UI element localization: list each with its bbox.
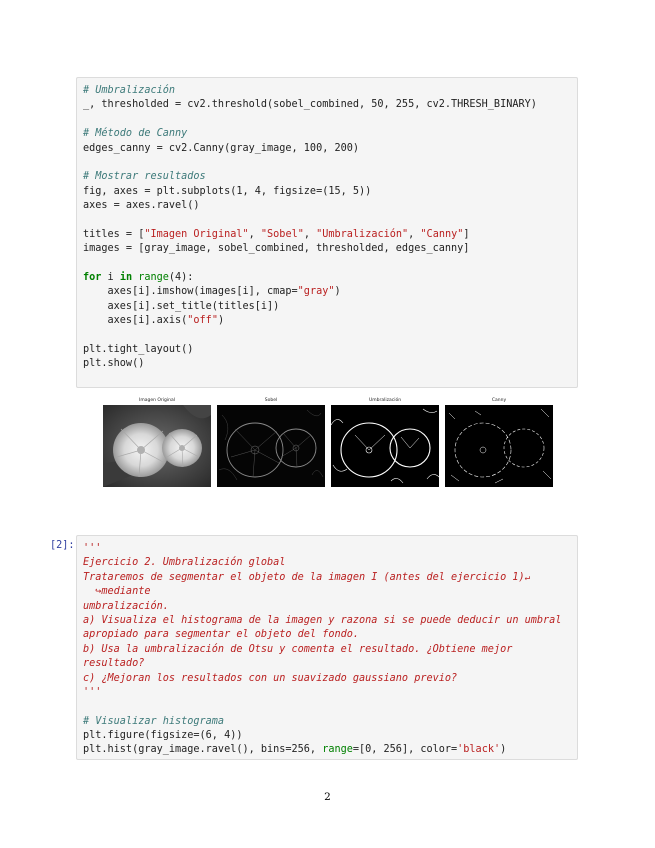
code-token: i <box>101 272 120 284</box>
code-token: umbralización. <box>83 600 169 612</box>
code-token: for <box>83 272 102 284</box>
code-token: # Umbralización <box>83 85 176 96</box>
code-token: "Umbralización" <box>316 228 409 240</box>
panel-sobel <box>217 396 325 490</box>
code-token: ''' <box>83 543 102 554</box>
code-token: titles = [ <box>83 228 145 240</box>
code-line <box>83 228 571 242</box>
code-line <box>83 542 571 556</box>
code-token: apropiado para segmentar el objeto del fondo. <box>83 629 360 641</box>
code-line <box>83 600 571 614</box>
panel-title-original: Imagen Original <box>139 398 175 403</box>
code-token: (4): <box>168 272 194 284</box>
code-line <box>83 185 571 199</box>
original-image <box>103 405 211 487</box>
code-token: ) <box>500 744 507 756</box>
code-token: plt.hist(gray_image.ravel(), bins=256, <box>83 744 323 756</box>
code-line <box>83 98 571 112</box>
code-token: "Imagen Original" <box>144 228 249 240</box>
code-cell-1-source[interactable] <box>77 78 577 378</box>
canny-image <box>445 405 553 487</box>
code-token: "Canny" <box>420 228 464 240</box>
code-token: "off" <box>187 315 218 327</box>
threshold-image <box>331 405 439 487</box>
code-token: in <box>119 272 133 284</box>
code-token: ↪mediante <box>83 586 151 598</box>
output-figure <box>103 396 553 490</box>
panel-title-sobel: Sobel <box>264 398 278 403</box>
code-line <box>83 257 571 271</box>
code-line <box>83 127 571 141</box>
code-cell-2-source[interactable] <box>77 536 577 764</box>
code-token: ) <box>217 315 225 327</box>
code-line <box>83 343 571 357</box>
code-token: axes[i].axis( <box>83 315 188 327</box>
code-line <box>83 585 571 599</box>
code-line <box>83 113 571 127</box>
code-line <box>83 314 571 328</box>
cell-prompt: [2]: <box>50 540 75 551</box>
code-line <box>83 170 571 184</box>
sobel-image <box>217 405 325 487</box>
panel-canny <box>445 396 553 490</box>
code-line <box>83 729 571 743</box>
code-token: # Método de Canny <box>83 128 188 140</box>
code-token: a) Visualiza el histograma de la imagen y razona si se puede deducir un umbral <box>83 614 562 626</box>
code-token: plt.figure(figsize=(6, 4)) <box>83 730 243 742</box>
code-token: plt.show() <box>83 358 145 370</box>
code-token: fig, axes = plt.subplots(1, 4, figsize=(15, 5)) <box>83 185 372 197</box>
code-token: plt.tight_layout() <box>83 344 194 356</box>
page-number: 2 <box>324 791 331 803</box>
code-token: # Mostrar resultados <box>83 171 206 183</box>
panel-original <box>103 396 211 490</box>
code-token: , <box>248 228 261 240</box>
code-line <box>83 643 571 657</box>
code-line <box>83 199 571 213</box>
code-token: axes = axes.ravel() <box>83 200 200 212</box>
code-line <box>83 214 571 228</box>
code-line <box>83 715 571 729</box>
code-line <box>83 300 571 314</box>
code-line <box>83 672 571 686</box>
code-line <box>83 329 571 343</box>
code-line <box>83 142 571 156</box>
code-cell-2[interactable] <box>76 535 578 760</box>
code-token: b) Usa la umbralización de Otsu y comenta el resultado. ¿Obtiene mejor <box>83 643 513 655</box>
code-token: edges_canny = cv2.Canny(gray_image, 100, 200) <box>83 142 360 154</box>
code-token: range <box>138 272 169 284</box>
code-line <box>83 614 571 628</box>
code-line <box>83 686 571 700</box>
code-token: ''' <box>83 686 102 698</box>
code-token: Ejercicio 2. Umbralización global <box>83 557 286 569</box>
code-line <box>83 657 571 671</box>
code-token: ↵ <box>524 572 531 583</box>
code-line <box>83 556 571 570</box>
code-line <box>83 571 571 585</box>
code-line <box>83 271 571 285</box>
code-cell-1[interactable] <box>76 77 578 388</box>
code-line <box>83 242 571 256</box>
panel-title-threshold: Umbralización <box>368 398 402 403</box>
panel-threshold <box>331 396 439 490</box>
code-token: ) <box>334 286 341 298</box>
code-line <box>83 357 571 371</box>
code-token: # Visualizar histograma <box>83 715 225 727</box>
code-token: _, thresholded = cv2.threshold(sobel_combined, 50, 255, cv2.THRESH_BINARY) <box>83 99 537 111</box>
code-token: range <box>322 744 353 756</box>
code-token: resultado? <box>83 658 145 670</box>
code-token: axes[i].imshow(images[i], cmap= <box>83 286 298 298</box>
code-line <box>83 628 571 642</box>
code-token: 'black' <box>457 744 501 756</box>
panel-title-canny: Canny <box>491 398 507 403</box>
code-token: images = [gray_image, sobel_combined, thresholded, edges_canny] <box>83 243 470 255</box>
code-token: , <box>408 228 421 240</box>
code-line <box>83 700 571 714</box>
code-token: =[0, 256], color= <box>352 744 458 756</box>
code-token: axes[i].set_title(titles[i]) <box>83 300 280 312</box>
code-token: , <box>303 228 317 240</box>
code-token: Trataremos de segmentar el objeto de la imagen I (antes del ejercicio 1) <box>83 571 525 583</box>
code-line <box>83 743 571 757</box>
code-token: ] <box>463 228 470 240</box>
code-line <box>83 84 571 98</box>
code-token: "Sobel" <box>260 228 304 240</box>
code-line <box>83 156 571 170</box>
code-token: "gray" <box>297 286 335 298</box>
code-token: c) ¿Mejoran los resultados con un suavizado gaussiano previo? <box>83 672 458 684</box>
code-line <box>83 285 571 299</box>
